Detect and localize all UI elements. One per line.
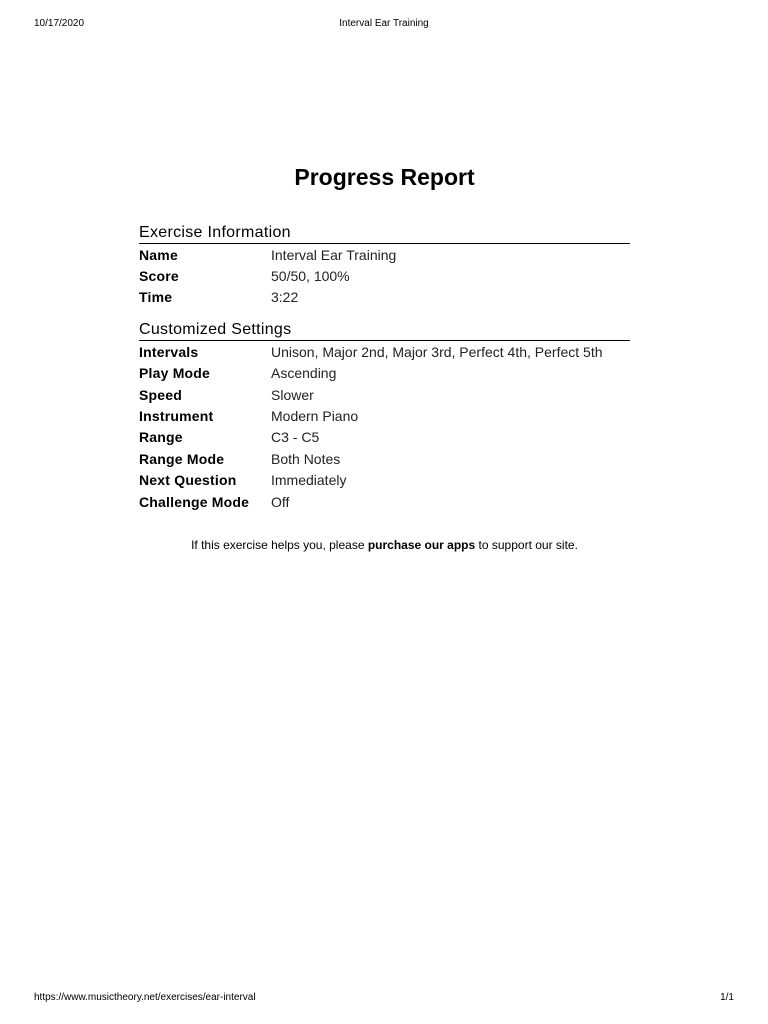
row-value: 50/50, 100% bbox=[271, 268, 350, 285]
row-value: Off bbox=[271, 493, 290, 510]
row-value: C3 - C5 bbox=[271, 429, 320, 446]
row-label: Next Question bbox=[139, 472, 237, 489]
section-heading-exercise-information: Exercise Information bbox=[139, 224, 630, 244]
row-label: Play Mode bbox=[139, 365, 211, 382]
row-label: Name bbox=[139, 246, 178, 263]
exercise-information-section bbox=[139, 224, 630, 308]
support-message-prefix: If this exercise helps you, please bbox=[191, 538, 368, 553]
purchase-apps-link[interactable]: purchase our apps bbox=[367, 538, 476, 553]
print-header bbox=[34, 18, 734, 32]
customized-settings-section bbox=[139, 321, 630, 512]
row-label: Range Mode bbox=[139, 450, 225, 467]
row-label: Intervals bbox=[139, 343, 199, 360]
print-footer bbox=[34, 992, 734, 1006]
table-row bbox=[139, 491, 630, 512]
print-document-title: Interval Ear Training bbox=[339, 18, 429, 29]
row-label: Speed bbox=[139, 386, 183, 403]
section-heading-customized-settings: Customized Settings bbox=[139, 321, 630, 341]
row-value: 3:22 bbox=[271, 289, 299, 306]
table-row bbox=[139, 363, 630, 384]
row-value: Modern Piano bbox=[271, 408, 359, 425]
page-number: 1/1 bbox=[720, 992, 734, 1003]
row-label: Time bbox=[139, 289, 173, 306]
table-row bbox=[139, 470, 630, 491]
table-row bbox=[139, 427, 630, 448]
table-row bbox=[139, 341, 630, 362]
exercise-information-table bbox=[139, 244, 630, 308]
table-row bbox=[139, 244, 630, 265]
table-row bbox=[139, 287, 630, 308]
print-date: 10/17/2020 bbox=[34, 18, 85, 29]
page-title: Progress Report bbox=[294, 164, 475, 190]
print-url: https://www.musictheory.net/exercises/ear-interval bbox=[34, 992, 256, 1003]
row-label: Challenge Mode bbox=[139, 493, 250, 510]
support-message bbox=[139, 538, 630, 552]
table-row bbox=[139, 384, 630, 405]
table-row bbox=[139, 265, 630, 286]
table-row bbox=[139, 448, 630, 469]
row-label: Score bbox=[139, 268, 179, 285]
row-label: Range bbox=[139, 429, 183, 446]
row-value: Interval Ear Training bbox=[271, 246, 397, 263]
row-label: Instrument bbox=[139, 408, 214, 425]
customized-settings-table bbox=[139, 341, 630, 512]
table-row bbox=[139, 405, 630, 426]
report-content bbox=[139, 160, 630, 564]
row-value: Ascending bbox=[271, 365, 337, 382]
support-message-suffix: to support our site. bbox=[475, 538, 578, 553]
row-value: Both Notes bbox=[271, 450, 341, 467]
row-value: Slower bbox=[271, 386, 314, 403]
row-value: Immediately bbox=[271, 472, 347, 489]
row-value: Unison, Major 2nd, Major 3rd, Perfect 4th, Perfect 5th bbox=[271, 343, 603, 360]
